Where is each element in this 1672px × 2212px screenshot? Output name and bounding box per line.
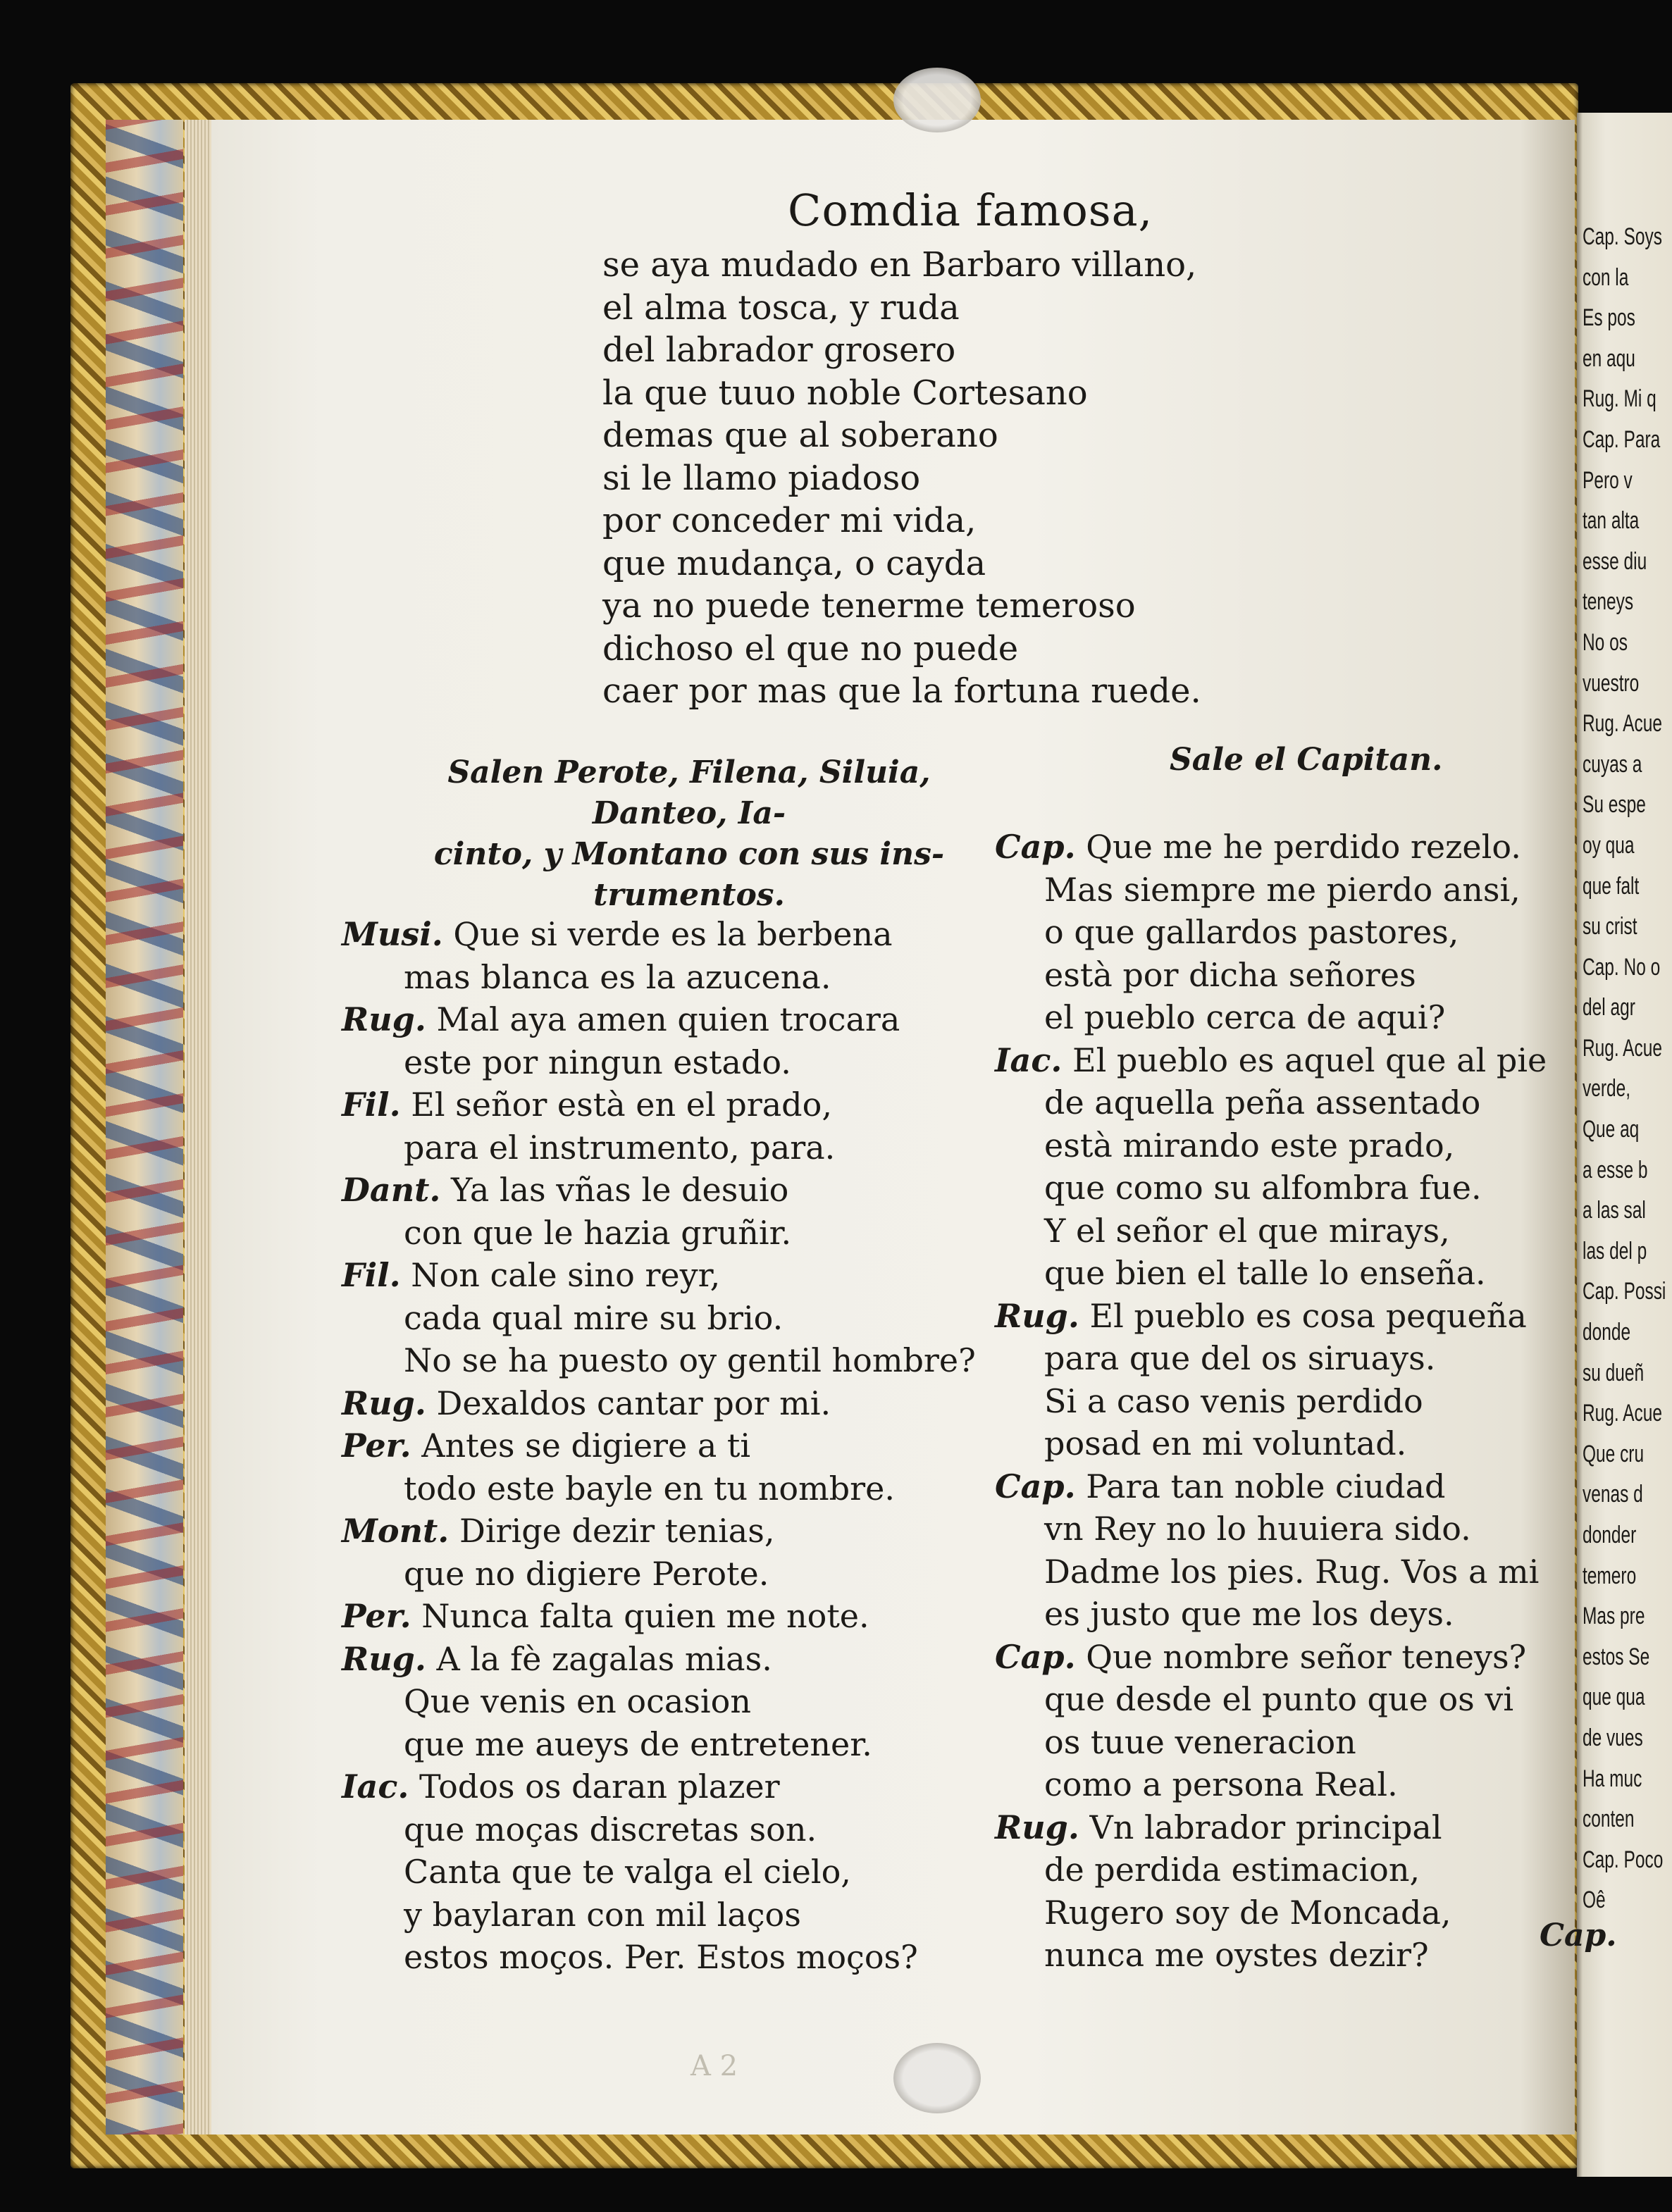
facing-page-line: con la <box>1583 263 1629 291</box>
dialogue-text: Dirige dezir tenias, <box>459 1512 775 1550</box>
dialogue-text: estos moços. Per. Estos moços? <box>404 1938 918 1976</box>
dialogue-text: o que gallardos pastores, <box>1044 913 1459 951</box>
page-clip-top <box>893 68 981 132</box>
dialogue-line <box>342 1765 976 1808</box>
dialogue-line <box>995 1806 1547 1849</box>
facing-page-line: Su espe <box>1583 791 1646 819</box>
facing-page-line: donde <box>1583 1319 1631 1346</box>
dialogue-text: os tuue veneracion <box>1044 1722 1356 1761</box>
speaker-label: Rug. <box>995 1296 1079 1335</box>
speaker-label: Cap. <box>995 828 1076 866</box>
dialogue-text: Ya las vñas le desuio <box>451 1171 789 1209</box>
dialogue-text: Mas siempre me pierdo ansi, <box>1044 870 1521 909</box>
dialogue-line <box>342 913 976 956</box>
dialogue-line <box>995 1422 1547 1465</box>
facing-page-line: venas d <box>1583 1481 1643 1508</box>
facing-page-line: esse diu <box>1583 547 1647 575</box>
dialogue-line <box>995 1124 1547 1167</box>
facing-page-line: Rug. Mi q <box>1583 385 1656 413</box>
stage-direction-line: Salen Perote, Filena, Siluia, Danteo, Ia- <box>447 754 931 831</box>
dialogue-line <box>342 1553 976 1596</box>
dialogue-line <box>342 956 976 999</box>
running-title: Comdia famosa, <box>788 185 1153 236</box>
facing-page-text <box>1583 217 1672 1921</box>
dialogue-line <box>995 1891 1547 1934</box>
facing-page-line: donder <box>1583 1522 1637 1548</box>
dialogue-text: que bien el talle lo enseña. <box>1044 1254 1486 1292</box>
verse-line: ya no puede tenerme temeroso <box>602 586 1136 626</box>
dialogue-text: A la fè zagalas mias. <box>436 1639 772 1678</box>
facing-page-line: Oê <box>1583 1887 1606 1914</box>
verse-line: el alma tosca, y ruda <box>602 287 960 328</box>
dialogue-line <box>995 1252 1547 1295</box>
dialogue-line <box>342 1254 976 1297</box>
dialogue-line <box>342 1041 976 1084</box>
dialogue-line <box>995 826 1547 869</box>
page-clip-bottom <box>893 2043 981 2113</box>
facing-page-line: vuestro <box>1583 669 1640 697</box>
dialogue-text: Antes se digiere a ti <box>421 1427 751 1465</box>
speaker-label: Musi. <box>342 915 443 953</box>
dialogue-text: para el instrumento, para. <box>404 1128 836 1167</box>
dialogue-line <box>995 1081 1547 1124</box>
speaker-label: Cap. <box>995 1467 1076 1505</box>
dialogue-text: El pueblo es aquel que al pie <box>1072 1040 1547 1079</box>
facing-page-line: las del p <box>1583 1237 1647 1265</box>
right-dialogue-column <box>995 826 1547 1977</box>
speaker-label: Iac. <box>342 1767 409 1806</box>
verse-line: se aya mudado en Barbaro villano, <box>602 245 1197 285</box>
dialogue-text: para que del os siruays. <box>1044 1339 1436 1377</box>
dialogue-line <box>995 1721 1547 1764</box>
dialogue-line <box>995 996 1547 1039</box>
dialogue-line <box>995 1210 1547 1253</box>
speaker-label: Rug. <box>342 1384 426 1422</box>
facing-page-line: Rug. Acue <box>1583 1034 1662 1062</box>
verse-line: por conceder mi vida, <box>602 501 977 540</box>
dialogue-text: que desde el punto que os vi <box>1044 1680 1514 1718</box>
dialogue-text: mas blanca es la azucena. <box>404 957 831 996</box>
facing-page-line: conten <box>1583 1806 1635 1833</box>
verse-line: caer por mas que la fortuna ruede. <box>602 671 1201 711</box>
dialogue-text: Para tan noble ciudad <box>1086 1467 1446 1505</box>
dialogue-text: posad en mi voluntad. <box>1044 1424 1407 1462</box>
dialogue-line <box>342 1339 976 1382</box>
dialogue-line <box>342 1424 976 1467</box>
facing-page-line: Cap. Para <box>1583 425 1661 453</box>
dialogue-text: que me aueys de entretener. <box>404 1725 872 1763</box>
dialogue-text: Mal aya amen quien trocara <box>436 1000 900 1038</box>
dialogue-line <box>342 1595 976 1638</box>
speaker-label: Dant. <box>342 1171 441 1209</box>
facing-page-line: verde, <box>1583 1075 1631 1102</box>
facing-page-line: que falt <box>1583 872 1640 900</box>
dialogue-line <box>995 1465 1547 1508</box>
dialogue-text: està mirando este prado, <box>1044 1126 1455 1164</box>
dialogue-text: Que me he perdido rezelo. <box>1086 828 1521 866</box>
speaker-label: Per. <box>342 1427 411 1465</box>
facing-page-line: Pero v <box>1583 466 1633 494</box>
facing-page-line: Cap. Soys <box>1583 223 1662 250</box>
dialogue-text: Que nombre señor teneys? <box>1086 1637 1527 1676</box>
dialogue-text: cada qual mire su brio. <box>404 1298 784 1337</box>
facing-page-line: estos Se <box>1583 1643 1650 1670</box>
dialogue-text: con que le hazia gruñir. <box>404 1213 792 1252</box>
left-dialogue-column <box>342 913 976 1979</box>
dialogue-line <box>995 1593 1547 1636</box>
dialogue-text: Que si verde es la berbena <box>453 915 893 953</box>
dialogue-line <box>995 869 1547 912</box>
page-edges <box>185 120 214 2135</box>
facing-page-line: oy qua <box>1583 831 1635 859</box>
catchword: Cap. <box>1540 1918 1617 1953</box>
dialogue-text: es justo que me los deys. <box>1044 1595 1454 1633</box>
facing-page-line: Que aq <box>1583 1116 1640 1143</box>
right-stage-direction: Sale el Capitan. <box>1170 742 1443 778</box>
dialogue-text: que no digiere Perote. <box>404 1554 769 1593</box>
facing-page-line: Cap. Possi <box>1583 1278 1666 1305</box>
dialogue-line <box>995 1337 1547 1380</box>
opening-verse <box>602 244 1201 713</box>
dialogue-line <box>342 1212 976 1255</box>
dialogue-line <box>995 1934 1547 1977</box>
verse-line: si le llamo piadoso <box>602 458 921 498</box>
stage-direction-line: cinto, y Montano con sus ins- <box>433 836 945 872</box>
dialogue-text: Y el señor el que mirays, <box>1044 1211 1450 1250</box>
dialogue-text: como a persona Real. <box>1044 1765 1398 1803</box>
facing-page-line: a las sal <box>1583 1197 1646 1224</box>
dialogue-line <box>995 1295 1547 1338</box>
verse-line: que mudança, o cayda <box>602 543 986 583</box>
facing-page-line: tan alta <box>1583 507 1640 535</box>
dialogue-text: Non cale sino reyr, <box>411 1256 721 1294</box>
dialogue-line <box>342 1169 976 1212</box>
facing-page-line: Ha muc <box>1583 1765 1642 1792</box>
dialogue-text: Dadme los pies. Rug. Vos a mi <box>1044 1552 1540 1591</box>
dialogue-text: està por dicha señores <box>1044 955 1416 994</box>
dialogue-line <box>342 1936 976 1979</box>
facing-page-line: cuyas a <box>1583 750 1642 778</box>
dialogue-text: este por ningun estado. <box>404 1043 791 1081</box>
dialogue-line <box>995 1380 1547 1423</box>
verse-line: dichoso el que no puede <box>602 628 1019 669</box>
facing-page-line: Cap. Poco <box>1583 1846 1664 1873</box>
dialogue-line <box>342 1297 976 1340</box>
dialogue-text: Si a caso venis perdido <box>1044 1381 1423 1420</box>
speaker-label: Rug. <box>342 1639 426 1678</box>
dialogue-line <box>995 1636 1547 1679</box>
dialogue-text: de perdida estimacion, <box>1044 1851 1420 1889</box>
dialogue-line <box>995 1167 1547 1210</box>
speaker-label: Fil. <box>342 1256 401 1294</box>
dialogue-line <box>342 1382 976 1425</box>
dialogue-line <box>995 954 1547 997</box>
speaker-label: Rug. <box>995 1808 1079 1846</box>
dialogue-line <box>342 1638 976 1681</box>
verse-line: la que tuuo noble Cortesano <box>602 373 1088 413</box>
left-stage-direction <box>379 752 999 916</box>
facing-page-line: a esse b <box>1583 1156 1648 1183</box>
dialogue-line <box>342 1851 976 1894</box>
verse-line: del labrador grosero <box>602 330 956 370</box>
marbled-endpaper <box>106 120 183 2135</box>
dialogue-text: que como su alfombra fue. <box>1044 1169 1482 1207</box>
facing-page <box>1577 113 1672 2177</box>
dialogue-text: El señor està en el prado, <box>411 1086 832 1124</box>
facing-page-line: Que cru <box>1583 1440 1645 1467</box>
dialogue-text: Canta que te valga el cielo, <box>404 1853 851 1891</box>
facing-page-line: Es pos <box>1583 304 1635 332</box>
dialogue-line <box>342 1723 976 1766</box>
dialogue-line <box>995 1763 1547 1806</box>
verse-line: demas que al soberano <box>602 416 998 455</box>
dialogue-text: Nunca falta quien me note. <box>421 1597 869 1635</box>
speaker-label: Iac. <box>995 1040 1063 1079</box>
dialogue-line <box>995 1551 1547 1593</box>
facing-page-line: No os <box>1583 628 1628 656</box>
dialogue-text: vn Rey no lo huuiera sido. <box>1044 1510 1471 1548</box>
dialogue-line <box>342 1083 976 1126</box>
facing-page-line: que qua <box>1583 1684 1645 1711</box>
dialogue-text: todo este bayle en tu nombre. <box>404 1469 895 1508</box>
dialogue-line <box>342 1894 976 1937</box>
speaker-label: Cap. <box>995 1637 1076 1676</box>
facing-page-line: su crist <box>1583 913 1637 940</box>
facing-page-line: temero <box>1583 1562 1637 1589</box>
dialogue-line <box>342 1467 976 1510</box>
dialogue-line <box>342 1126 976 1169</box>
dialogue-text: No se ha puesto oy gentil hombre? <box>404 1341 976 1379</box>
facing-page-line: del agr <box>1583 994 1635 1021</box>
facing-page-line: de vues <box>1583 1724 1643 1751</box>
dialogue-text: Dexaldos cantar por mi. <box>436 1384 831 1422</box>
facing-page-line: Cap. No o <box>1583 953 1661 981</box>
dialogue-text: el pueblo cerca de aqui? <box>1044 998 1446 1036</box>
facing-page-line: su dueñ <box>1583 1359 1645 1386</box>
dialogue-line <box>342 998 976 1041</box>
dialogue-line <box>342 1680 976 1723</box>
dialogue-line <box>995 911 1547 954</box>
facing-page-line: en aqu <box>1583 344 1635 372</box>
facing-page-line: Rug. Acue <box>1583 1400 1662 1427</box>
facing-page-line: Mas pre <box>1583 1603 1645 1630</box>
dialogue-text: y baylaran con mil laços <box>404 1895 801 1934</box>
dialogue-line <box>342 1510 976 1553</box>
dialogue-text: El pueblo es cosa pequeña <box>1089 1296 1527 1335</box>
dialogue-line <box>995 1848 1547 1891</box>
dialogue-text: Todos os daran plazer <box>419 1767 780 1806</box>
speaker-label: Rug. <box>342 1000 426 1038</box>
dialogue-text: que moças discretas son. <box>404 1810 817 1848</box>
dialogue-text: Que venis en ocasion <box>404 1682 751 1720</box>
dialogue-line <box>995 1508 1547 1551</box>
speaker-label: Fil. <box>342 1086 401 1124</box>
speaker-label: Per. <box>342 1597 411 1635</box>
dialogue-text: de aquella peña assentado <box>1044 1083 1481 1121</box>
dialogue-text: Vn labrador principal <box>1089 1808 1442 1846</box>
facing-page-line: teneys <box>1583 588 1634 616</box>
signature-mark: A 2 <box>691 2050 738 2082</box>
dialogue-line <box>342 1808 976 1851</box>
facing-page-line: Rug. Acue <box>1583 710 1662 738</box>
dialogue-text: Rugero soy de Moncada, <box>1044 1893 1451 1932</box>
stage-direction-line: trumentos. <box>593 877 785 913</box>
dialogue-line <box>995 1039 1547 1082</box>
dialogue-line <box>995 1678 1547 1721</box>
speaker-label: Mont. <box>342 1512 450 1550</box>
dialogue-text: nunca me oystes dezir? <box>1044 1936 1429 1974</box>
